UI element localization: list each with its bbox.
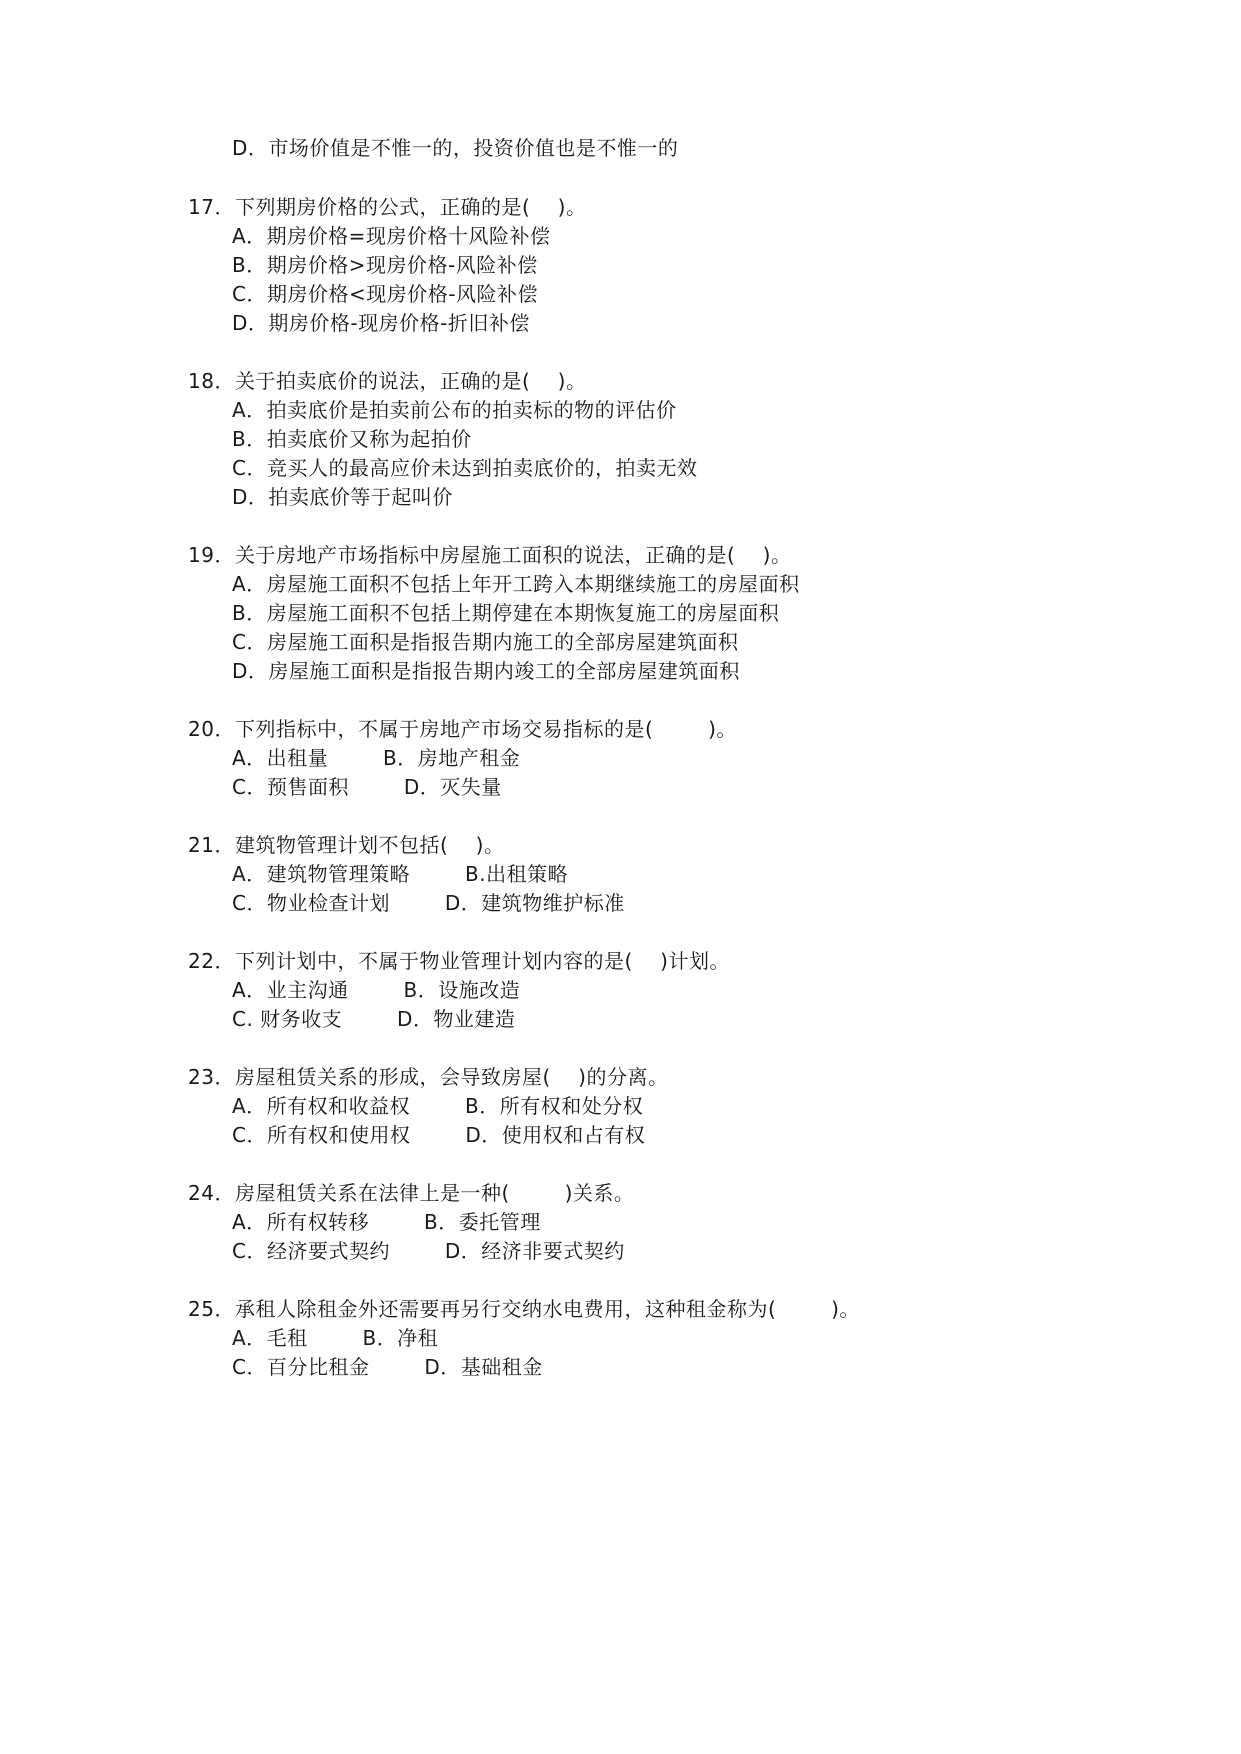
options-20-cd: C．预售面积 D．灭失量 bbox=[232, 775, 502, 799]
question-25: 25．承租人除租金外还需要再另行交纳水电费用，这种租金称为( )。 bbox=[188, 1297, 860, 1321]
option-16-d: D．市场价值是不惟一的，投资价值也是不惟一的 bbox=[232, 136, 679, 160]
option-17-b: B．期房价格>现房价格-风险补偿 bbox=[232, 253, 538, 277]
option-18-b: B．拍卖底价又称为起拍价 bbox=[232, 427, 472, 451]
options-25-ab: A．毛租 B．净租 bbox=[232, 1326, 439, 1350]
option-18-d: D．拍卖底价等于起叫价 bbox=[232, 485, 453, 509]
options-22-ab: A．业主沟通 B．设施改造 bbox=[232, 978, 521, 1002]
option-19-b: B．房屋施工面积不包括上期停建在本期恢复施工的房屋面积 bbox=[232, 601, 780, 625]
question-20: 20．下列指标中，不属于房地产市场交易指标的是( )。 bbox=[188, 717, 737, 741]
option-17-a: A．期房价格=现房价格十风险补偿 bbox=[232, 224, 551, 248]
options-20-ab: A．出租量 B．房地产租金 bbox=[232, 746, 521, 770]
options-22-cd: C. 财务收支 D．物业建造 bbox=[232, 1007, 516, 1031]
options-24-cd: C．经济要式契约 D．经济非要式契约 bbox=[232, 1239, 625, 1263]
options-21-cd: C．物业检查计划 D．建筑物维护标准 bbox=[232, 891, 625, 915]
question-18: 18．关于拍卖底价的说法，正确的是( )。 bbox=[188, 369, 587, 393]
option-18-c: C．竞买人的最高应价未达到拍卖底价的，拍卖无效 bbox=[232, 456, 698, 480]
options-23-cd: C．所有权和使用权 D．使用权和占有权 bbox=[232, 1123, 646, 1147]
option-19-d: D．房屋施工面积是指报告期内竣工的全部房屋建筑面积 bbox=[232, 659, 740, 683]
options-24-ab: A．所有权转移 B．委托管理 bbox=[232, 1210, 541, 1234]
option-17-c: C．期房价格<现房价格-风险补偿 bbox=[232, 282, 538, 306]
question-17: 17．下列期房价格的公式，正确的是( )。 bbox=[188, 195, 587, 219]
option-19-a: A．房屋施工面积不包括上年开工跨入本期继续施工的房屋面积 bbox=[232, 572, 800, 596]
option-17-d: D．期房价格-现房价格-折旧补偿 bbox=[232, 311, 530, 335]
question-24: 24．房屋租赁关系在法律上是一种( )关系。 bbox=[188, 1181, 635, 1205]
options-25-cd: C．百分比租金 D．基础租金 bbox=[232, 1355, 543, 1379]
question-23: 23．房屋租赁关系的形成，会导致房屋( )的分离。 bbox=[188, 1065, 669, 1089]
options-21-ab: A．建筑物管理策略 B.出租策略 bbox=[232, 862, 569, 886]
option-19-c: C．房屋施工面积是指报告期内施工的全部房屋建筑面积 bbox=[232, 630, 739, 654]
question-22: 22．下列计划中，不属于物业管理计划内容的是( )计划。 bbox=[188, 949, 730, 973]
question-21: 21．建筑物管理计划不包括( )。 bbox=[188, 833, 505, 857]
option-18-a: A．拍卖底价是拍卖前公布的拍卖标的物的评估价 bbox=[232, 398, 677, 422]
options-23-ab: A．所有权和收益权 B．所有权和处分权 bbox=[232, 1094, 644, 1118]
question-19: 19．关于房地产市场指标中房屋施工面积的说法，正确的是( )。 bbox=[188, 543, 792, 567]
